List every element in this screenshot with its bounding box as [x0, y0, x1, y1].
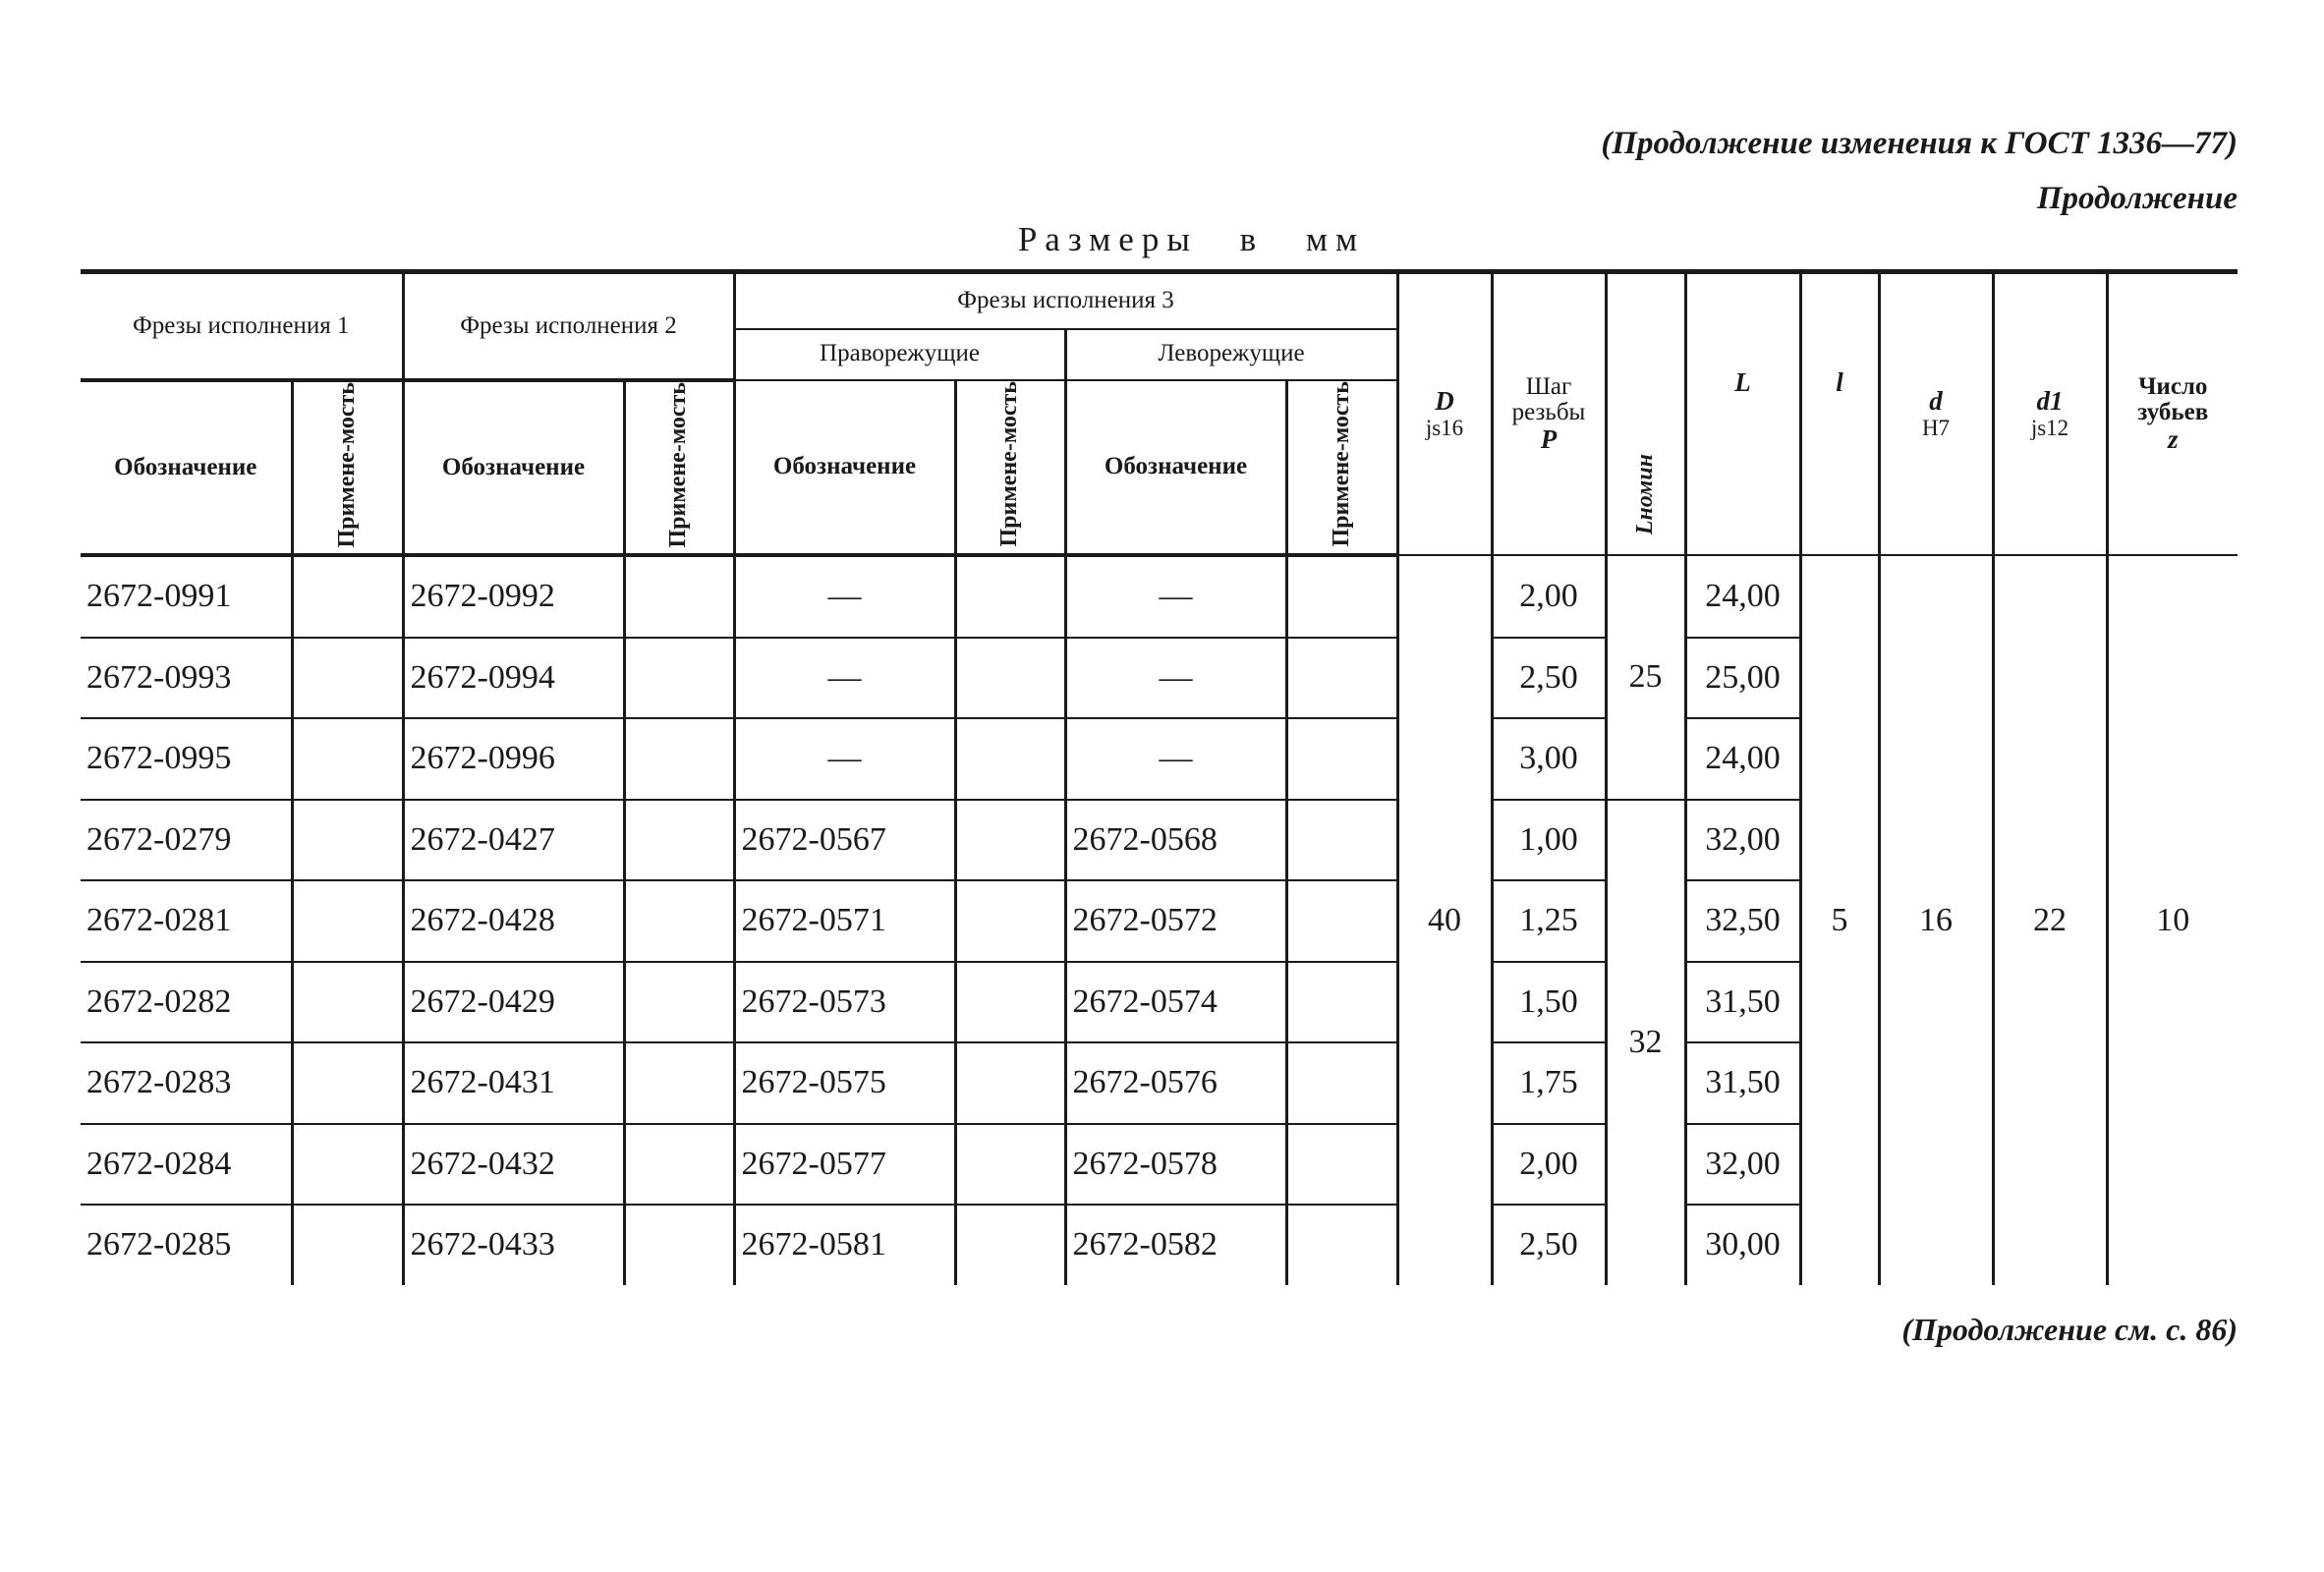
header-designation-2: Обозначение	[403, 380, 624, 556]
value-d: 16	[1879, 555, 1993, 1285]
header-d1	[1993, 272, 2107, 556]
header-D	[1397, 272, 1492, 556]
exec2-applicability	[624, 555, 734, 638]
header-teeth-line1: Число	[2138, 372, 2208, 400]
table-body	[81, 555, 2238, 1285]
right-cut-designation: 2672-0573	[734, 962, 955, 1043]
continuation-label: Продолжение	[2036, 181, 2238, 216]
header-exec1: Фрезы исполнения 1	[81, 272, 403, 380]
exec1-designation: 2672-0995	[81, 718, 292, 800]
exec1-applicability	[292, 638, 403, 719]
left-cut-applicability	[1286, 880, 1397, 962]
header-l-symbol: l	[1836, 367, 1843, 397]
left-cut-designation: 2672-0578	[1065, 1124, 1286, 1206]
value-pitch: 2,00	[1492, 1124, 1606, 1206]
header-left-cut: Леворежущие	[1065, 329, 1397, 380]
exec2-applicability	[624, 638, 734, 719]
value-L-nominal-b: 32	[1606, 800, 1685, 1285]
header-applicability-1: Примене-мость	[292, 380, 403, 556]
value-L: 25,00	[1685, 638, 1800, 719]
header-L	[1685, 272, 1800, 556]
right-cut-applicability	[955, 555, 1065, 638]
left-cut-designation: —	[1065, 718, 1286, 800]
header-pitch-line1: Шаг	[1525, 372, 1572, 400]
left-cut-applicability	[1286, 1124, 1397, 1206]
right-cut-applicability	[955, 638, 1065, 719]
right-cut-applicability	[955, 880, 1065, 962]
exec1-applicability	[292, 1124, 403, 1206]
header-D-symbol: D	[1435, 385, 1454, 416]
left-cut-applicability	[1286, 638, 1397, 719]
exec1-applicability	[292, 800, 403, 881]
value-pitch: 2,00	[1492, 555, 1606, 638]
value-pitch: 1,00	[1492, 800, 1606, 881]
exec1-designation: 2672-0282	[81, 962, 292, 1043]
exec2-designation: 2672-0992	[403, 555, 624, 638]
exec2-applicability	[624, 1205, 734, 1285]
exec2-applicability	[624, 962, 734, 1043]
left-cut-designation: 2672-0572	[1065, 880, 1286, 962]
right-cut-applicability	[955, 718, 1065, 800]
value-pitch: 1,25	[1492, 880, 1606, 962]
exec2-designation: 2672-0996	[403, 718, 624, 800]
value-L: 32,00	[1685, 800, 1800, 881]
right-cut-designation: 2672-0577	[734, 1124, 955, 1206]
left-cut-applicability	[1286, 718, 1397, 800]
exec2-designation: 2672-0428	[403, 880, 624, 962]
right-cut-designation: 2672-0575	[734, 1042, 955, 1124]
right-cut-designation: 2672-0571	[734, 880, 955, 962]
left-cut-designation: 2672-0576	[1065, 1042, 1286, 1124]
header-applicability-2: Примене-мость	[624, 380, 734, 556]
exec2-designation: 2672-0994	[403, 638, 624, 719]
exec2-applicability	[624, 1124, 734, 1206]
exec1-designation: 2672-0283	[81, 1042, 292, 1124]
exec1-designation: 2672-0281	[81, 880, 292, 962]
exec2-designation: 2672-0431	[403, 1042, 624, 1124]
header-applicability-3l: Примене-мость	[1286, 380, 1397, 556]
header-exec3: Фрезы исполнения 3	[734, 272, 1397, 329]
value-L: 31,50	[1685, 1042, 1800, 1124]
header-d1-tolerance: js12	[2030, 416, 2069, 441]
right-cut-applicability	[955, 800, 1065, 881]
value-L: 24,00	[1685, 555, 1800, 638]
exec1-designation: 2672-0991	[81, 555, 292, 638]
cutters-table	[81, 269, 2238, 1285]
right-cut-applicability	[955, 962, 1065, 1043]
exec1-applicability	[292, 555, 403, 638]
header-teeth-line2: зубьев	[2137, 398, 2209, 425]
value-L: 32,50	[1685, 880, 1800, 962]
value-pitch: 2,50	[1492, 638, 1606, 719]
value-D: 40	[1397, 555, 1492, 1285]
table-row	[81, 555, 2238, 638]
right-cut-applicability	[955, 1205, 1065, 1285]
right-cut-designation: —	[734, 555, 955, 638]
left-cut-designation: —	[1065, 555, 1286, 638]
exec1-applicability	[292, 1042, 403, 1124]
header-L-nominal	[1606, 272, 1685, 556]
left-cut-designation: —	[1065, 638, 1286, 719]
exec2-designation: 2672-0427	[403, 800, 624, 881]
header-d1-symbol: d1	[2036, 385, 2064, 416]
exec1-designation: 2672-0285	[86, 1226, 232, 1263]
value-teeth: 10	[2107, 555, 2238, 1285]
exec1-designation: 2672-0993	[81, 638, 292, 719]
header-designation-1: Обозначение	[81, 380, 292, 556]
header-designation-3r: Обозначение	[734, 380, 955, 556]
header-pitch-symbol: P	[1540, 424, 1558, 455]
left-cut-applicability	[1286, 1042, 1397, 1124]
right-cut-designation: 2672-0567	[734, 800, 955, 881]
value-pitch: 3,00	[1492, 718, 1606, 800]
header-d	[1879, 272, 1993, 556]
header-l	[1800, 272, 1879, 556]
header-exec2: Фрезы исполнения 2	[403, 272, 734, 380]
exec2-applicability	[624, 718, 734, 800]
header-L-symbol: L	[1734, 367, 1751, 397]
value-pitch: 1,75	[1492, 1042, 1606, 1124]
left-cut-applicability	[1286, 962, 1397, 1043]
exec2-designation: 2672-0429	[403, 962, 624, 1043]
left-cut-applicability	[1286, 800, 1397, 881]
exec1-applicability	[292, 1205, 403, 1285]
header-L-nominal-text: Lномин	[1631, 453, 1658, 534]
exec2-designation: 2672-0432	[403, 1124, 624, 1206]
right-cut-applicability	[955, 1042, 1065, 1124]
left-cut-designation: 2672-0574	[1065, 962, 1286, 1043]
value-l: 5	[1800, 555, 1879, 1285]
header-applicability-3r: Примене-мость	[955, 380, 1065, 556]
header-designation-3l: Обозначение	[1065, 380, 1286, 556]
exec1-applicability	[292, 880, 403, 962]
header-d-tolerance: H7	[1921, 416, 1951, 441]
header-right-cut: Праворежущие	[734, 329, 1065, 380]
footer-continuation: (Продолжение см. с. 86)	[1901, 1312, 2238, 1347]
right-cut-designation: —	[734, 638, 955, 719]
value-pitch: 1,50	[1492, 962, 1606, 1043]
header-pitch	[1492, 272, 1606, 556]
header-pitch-line2: резьбы	[1511, 398, 1586, 425]
header-D-tolerance: js16	[1425, 416, 1464, 441]
value-L: 24,00	[1685, 718, 1800, 800]
value-pitch: 2,50	[1492, 1205, 1606, 1285]
value-L: 31,50	[1685, 962, 1800, 1043]
right-cut-designation: 2672-0581	[734, 1205, 955, 1285]
left-cut-designation: 2672-0568	[1065, 800, 1286, 881]
left-cut-applicability	[1286, 555, 1397, 638]
exec1-applicability	[292, 718, 403, 800]
header-teeth	[2107, 272, 2238, 556]
header-teeth-symbol: z	[2167, 424, 2179, 455]
value-d1: 22	[1993, 555, 2107, 1285]
exec2-applicability	[624, 800, 734, 881]
right-cut-designation: —	[734, 718, 955, 800]
exec2-designation: 2672-0433	[403, 1205, 624, 1285]
exec1-designation: 2672-0284	[81, 1124, 292, 1206]
continuation-title: (Продолжение изменения к ГОСТ 1336—77)	[1601, 126, 2238, 161]
exec1-designation: 2672-0279	[81, 800, 292, 881]
header-d-symbol: d	[1929, 385, 1943, 416]
left-cut-applicability	[1286, 1205, 1397, 1285]
exec2-applicability	[624, 880, 734, 962]
right-cut-applicability	[955, 1124, 1065, 1206]
value-L: 32,00	[1685, 1124, 1800, 1206]
value-L: 30,00	[1685, 1205, 1800, 1285]
exec2-applicability	[624, 1042, 734, 1124]
value-L-nominal-a: 25	[1606, 555, 1685, 800]
left-cut-designation: 2672-0582	[1065, 1205, 1286, 1285]
units-caption: Размеры в мм	[1017, 220, 1366, 258]
exec1-applicability	[292, 962, 403, 1043]
